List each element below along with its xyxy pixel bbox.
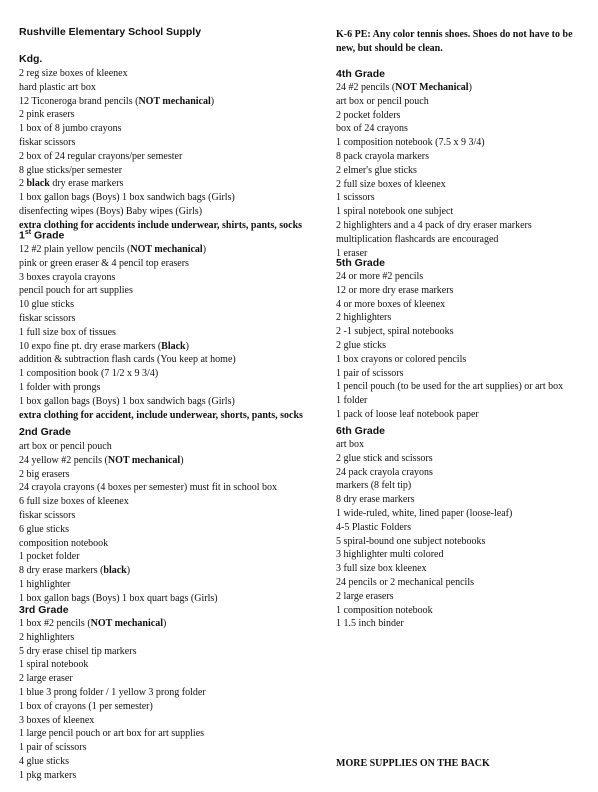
supply-item — [19, 509, 277, 523]
supply-item-text: pencil pouch for art supplies — [19, 285, 133, 297]
supply-item-text: 1 1.5 inch binder — [336, 618, 404, 630]
supply-item-text: ) — [185, 340, 189, 352]
supply-item-text: 12 Ticoneroga brand pencils ( — [19, 95, 139, 107]
supply-item-text: 1 box gallon bags (Boys) 1 box sandwich bags (Girls) — [19, 395, 235, 407]
supply-item — [19, 395, 303, 409]
supply-item-text: 2 glue stick and scissors — [336, 452, 433, 464]
supply-item — [19, 564, 277, 578]
supply-item-text: addition & subtraction flash cards (You keep at home) — [19, 354, 236, 366]
supply-item-text: 24 pencils or 2 mechanical pencils — [336, 576, 475, 588]
supply-item-text: 2 highlighters and a 4 pack of dry eraser markers — [336, 219, 532, 231]
supply-item-text: 6 full size boxes of kleenex — [19, 496, 129, 508]
supply-item — [19, 617, 206, 631]
supply-item-text: 4-5 Plastic Folders — [336, 521, 411, 533]
supply-item-text: 24 crayola crayons (4 boxes per semester) must fit in school box — [19, 482, 277, 494]
supply-item-text: 2 highlighters — [336, 312, 392, 324]
supply-item — [19, 122, 302, 136]
supply-item — [336, 325, 563, 339]
supply-item-text: 1 folder — [336, 395, 368, 407]
supply-item-text: ) — [126, 565, 131, 577]
supply-item — [19, 537, 277, 551]
supply-item — [19, 108, 302, 122]
supply-item-text: 1 pencil pouch (to be used for the art supplies) or art box — [336, 381, 564, 393]
supply-item — [336, 380, 563, 394]
supply-item — [19, 700, 206, 714]
supply-item-text: 1 scissors — [336, 192, 375, 204]
supply-item-text: 2 full size boxes of kleenex — [336, 178, 446, 190]
grade6-heading: 6th Grade — [336, 425, 386, 437]
supply-item — [336, 576, 512, 590]
supply-item-text: art box — [336, 439, 365, 450]
supply-item — [336, 590, 512, 604]
supply-item-text: disenfecting wipes (Boys) Baby wipes (Girls) — [19, 205, 203, 217]
supply-item — [19, 440, 277, 454]
supply-item — [19, 468, 277, 482]
supply-item — [336, 95, 532, 109]
supply-item — [336, 109, 532, 123]
supply-item-text: 8 dry erase markers — [336, 494, 415, 506]
supply-item — [336, 479, 512, 493]
supply-item — [336, 164, 532, 178]
supply-item-text: 12 #2 plain yellow pencils ( — [19, 244, 131, 255]
supply-item-text: markers (8 felt tip) — [336, 480, 412, 492]
supply-item — [336, 150, 532, 164]
supply-item-text: 1 composition book (7 1/2 x 9 3/4) — [19, 368, 159, 380]
supply-item — [19, 755, 206, 769]
supply-item — [336, 233, 532, 247]
supply-item — [19, 727, 206, 741]
supply-item — [19, 769, 206, 783]
supply-item-text: 1 pkg markers — [19, 769, 77, 781]
supply-item — [19, 191, 302, 205]
supply-item-text: 1 box gallon bags (Boys) 1 box quart bags (Girls) — [19, 592, 218, 604]
supply-item-text: 24 or more #2 pencils — [336, 271, 424, 282]
supply-item — [19, 81, 302, 95]
supply-item — [19, 495, 277, 509]
supply-item — [336, 507, 512, 521]
supply-item-text: 3 full size box kleenex — [336, 563, 427, 575]
supply-item-text: 3 boxes of kleenex — [19, 714, 95, 726]
supply-item-text: hard plastic art box — [19, 81, 96, 93]
supply-item-text: 1 composition notebook — [336, 604, 433, 616]
supply-item — [19, 298, 303, 312]
supply-item — [336, 394, 563, 408]
supply-item-text: pink or green eraser & 4 pencil top erasers — [19, 257, 189, 269]
grade4-heading: 4th Grade — [336, 68, 386, 80]
supply-item-text: fiskar scissors — [19, 509, 76, 521]
supply-item-text: dry erase markers — [49, 178, 124, 190]
supply-item — [336, 205, 532, 219]
supply-item-text: 2 elmer's glue sticks — [336, 164, 417, 176]
supply-item — [19, 523, 277, 537]
supply-item-text: multiplication flashcards are encouraged — [336, 233, 499, 245]
supply-item — [336, 178, 532, 192]
supply-item — [19, 284, 303, 298]
supply-item — [336, 367, 563, 381]
supply-item-text: 1 box of crayons (1 per semester) — [19, 700, 153, 712]
supply-item-text: 24 #2 pencils ( — [336, 82, 396, 93]
grade5-supply-list — [336, 270, 563, 422]
supply-item-text: 2 big erasers — [19, 468, 70, 480]
supply-item — [336, 339, 563, 353]
supply-item-emphasis: Black — [161, 340, 186, 352]
supply-item — [336, 284, 563, 298]
supply-item — [336, 562, 512, 576]
supply-item-text: ) — [202, 244, 207, 255]
supply-item — [19, 150, 302, 164]
supply-item — [19, 741, 206, 755]
supply-item-emphasis: extra clothing for accidents include underwear, shirts, pants, socks — [19, 219, 303, 231]
supply-item-text: 2 box of 24 regular crayons/per semester — [19, 150, 183, 162]
supply-item — [336, 548, 512, 562]
supply-item-emphasis: NOT mechanical — [107, 454, 181, 466]
grade1-heading-number: 1 — [19, 229, 25, 242]
supply-item-text: composition notebook — [19, 537, 109, 549]
grade3-heading: 3rd Grade — [19, 604, 69, 616]
supply-item-text: 1 pocket folder — [19, 551, 80, 563]
grade1-heading-ordinal: st — [24, 229, 32, 236]
supply-item-text: 1 wide-ruled, white, lined paper (loose-leaf) — [336, 507, 513, 519]
supply-item-text: 6 glue sticks — [19, 523, 69, 535]
supply-item-text: 5 spiral-bound one subject notebooks — [336, 535, 486, 547]
supply-item — [19, 312, 303, 326]
supply-item-text: ) — [468, 82, 472, 93]
supply-item-text: 1 spiral notebook one subject — [336, 206, 454, 218]
supply-item-text: 1 full size box of tissues — [19, 326, 116, 338]
supply-item-text: 1 box gallon bags (Boys) 1 box sandwich bags (Girls) — [19, 192, 235, 204]
kdg-supply-list — [19, 67, 302, 233]
supply-item-text: art box or pencil pouch — [336, 95, 429, 107]
supply-item-text: 1 box crayons or colored pencils — [336, 353, 467, 365]
supply-item-emphasis: black — [26, 178, 50, 190]
supply-item-text: 24 pack crayola crayons — [336, 466, 433, 478]
supply-item — [336, 353, 563, 367]
supply-item-emphasis: NOT Mechanical — [395, 82, 469, 93]
supply-item — [19, 578, 277, 592]
supply-item-text: 8 dry erase markers ( — [19, 565, 104, 577]
supply-item-emphasis: black — [103, 565, 127, 577]
supply-item — [19, 205, 302, 219]
supply-item-text: 1 pair of scissors — [336, 367, 404, 379]
grade5-heading: 5th Grade — [336, 257, 386, 269]
supply-item-text: 1 box of 8 jumbo crayons — [19, 123, 122, 135]
grade1-heading-label: Grade — [31, 229, 65, 242]
supply-item — [19, 177, 302, 191]
supply-item-text: ) — [180, 454, 184, 466]
supply-item — [336, 466, 512, 480]
more-supplies-note: MORE SUPPLIES ON THE BACK — [336, 758, 490, 769]
supply-item-text: 1 large pencil pouch or art box for art supplies — [19, 728, 205, 740]
grade2-heading: 2nd Grade — [19, 426, 71, 438]
supply-item-text: 1 box #2 pencils ( — [19, 618, 91, 629]
supply-item — [19, 326, 303, 340]
supply-item — [336, 191, 532, 205]
supply-item-text: 3 highlighter multi colored — [336, 549, 444, 561]
supply-item — [336, 136, 532, 150]
grade3-supply-list — [19, 617, 206, 783]
supply-item-text: fiskar scissors — [19, 312, 76, 324]
grade1-supply-list — [19, 243, 303, 422]
supply-item-text: ) — [210, 95, 215, 107]
supply-item — [19, 164, 302, 178]
supply-item — [19, 454, 277, 468]
supply-item-text: 10 glue sticks — [19, 299, 74, 311]
document-title: Rushville Elementary School Supply — [19, 26, 202, 38]
supply-item — [336, 604, 512, 618]
supply-item — [19, 672, 206, 686]
supply-item — [336, 311, 563, 325]
supply-item-text: 2 pocket folders — [336, 109, 401, 121]
supply-item-text: 1 blue 3 prong folder / 1 yellow 3 prong folder — [19, 686, 206, 698]
supply-item-text: box of 24 crayons — [336, 123, 408, 135]
grade4-supply-list — [336, 81, 532, 260]
supply-item-text: art box or pencil pouch — [19, 441, 112, 452]
supply-item — [336, 408, 563, 422]
supply-item — [19, 550, 277, 564]
supply-item — [19, 658, 206, 672]
pe-shoes-note: K-6 PE: Any color tennis shoes. Shoes do not have to be new, but should be clean. — [336, 29, 573, 54]
supply-item — [19, 67, 302, 81]
supply-item — [19, 409, 303, 423]
supply-item-text: 1 pack of loose leaf notebook paper — [336, 408, 479, 420]
grade6-supply-list — [336, 438, 512, 631]
supply-item — [336, 270, 563, 284]
supply-item-text: 2 large eraser — [19, 673, 73, 685]
supply-item-text: 4 or more boxes of kleenex — [336, 298, 446, 310]
supply-item-text: 1 folder with prongs — [19, 381, 101, 393]
supply-item — [336, 493, 512, 507]
supply-item — [19, 686, 206, 700]
supply-item-emphasis: NOT mechanical — [138, 95, 211, 107]
supply-item — [19, 367, 303, 381]
supply-item — [19, 243, 303, 257]
supply-item — [336, 219, 532, 233]
supply-item-text: 2 highlighters — [19, 631, 75, 643]
supply-item-text: 1 eraser — [336, 247, 368, 259]
supply-item-text: 1 spiral notebook — [19, 659, 89, 671]
supply-item-text: 4 glue sticks — [19, 755, 69, 767]
supply-item — [19, 481, 277, 495]
supply-item — [19, 271, 303, 285]
supply-item — [336, 535, 512, 549]
supply-item-text: fiskar scissors — [19, 136, 76, 148]
supply-item — [336, 298, 563, 312]
supply-item-text: 8 pack crayola markers — [336, 150, 430, 162]
supply-item-text: 12 or more dry erase markers — [336, 284, 454, 296]
supply-item — [19, 631, 206, 645]
supply-item-emphasis: extra clothing for accident, include underwear, shorts, pants, socks — [19, 409, 303, 421]
supply-item — [19, 340, 303, 354]
supply-item — [19, 95, 302, 109]
supply-item-text: 2 large erasers — [336, 590, 394, 602]
supply-item-text: 2 pink erasers — [19, 109, 75, 121]
supply-item-text: 3 boxes crayola crayons — [19, 271, 116, 283]
supply-item-text: 24 yellow #2 pencils ( — [19, 454, 108, 466]
supply-item — [336, 81, 532, 95]
supply-item-text: 2 -1 subject, spiral notebooks — [336, 326, 454, 338]
supply-item — [19, 353, 303, 367]
supply-item-emphasis: NOT mechanical — [90, 618, 163, 629]
supply-item-text: 1 pair of scissors — [19, 742, 87, 754]
supply-item-text: ) — [162, 618, 167, 629]
supply-item — [336, 452, 512, 466]
supply-item — [19, 645, 206, 659]
supply-item-text: 10 expo fine pt. dry erase markers ( — [19, 340, 162, 352]
supply-item-text: 2 — [19, 178, 27, 190]
supply-item-text: 8 glue sticks/per semester — [19, 164, 123, 176]
grade1-heading — [19, 229, 64, 242]
supply-item-text: 2 reg size boxes of kleenex — [19, 68, 128, 79]
grade2-supply-list — [19, 440, 277, 606]
supply-item — [19, 381, 303, 395]
supply-item-text: 1 highlighter — [19, 578, 71, 590]
supply-item-text: 5 dry erase chisel tip markers — [19, 645, 137, 657]
supply-item-text: 1 composition notebook (7.5 x 9 3/4) — [336, 137, 485, 149]
supply-item — [19, 257, 303, 271]
supply-item — [336, 122, 532, 136]
supply-item — [336, 521, 512, 535]
supply-item-text: 2 glue sticks — [336, 339, 386, 351]
supply-item — [336, 617, 512, 631]
supply-item — [19, 136, 302, 150]
supply-item — [19, 714, 206, 728]
kdg-heading: Kdg. — [19, 53, 43, 65]
supply-item — [336, 438, 512, 452]
supply-item-emphasis: NOT mechanical — [130, 244, 203, 255]
